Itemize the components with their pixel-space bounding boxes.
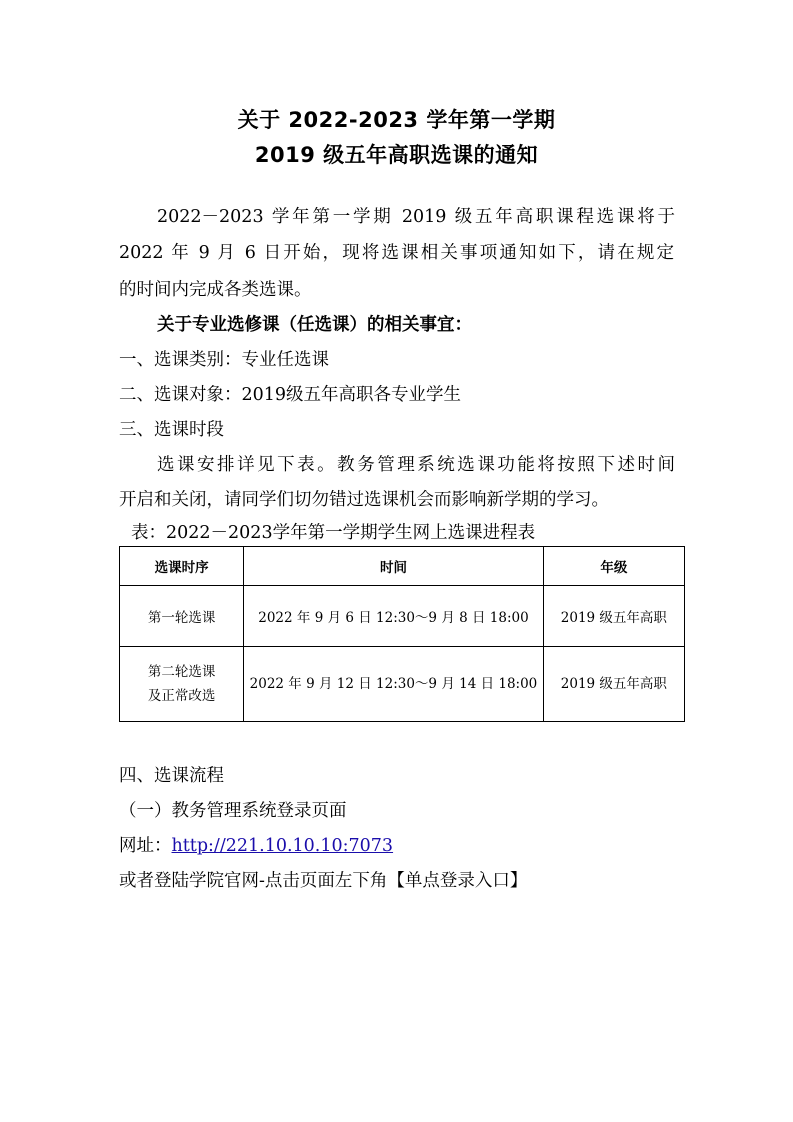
cell-round-line2: 及正常改选	[147, 688, 216, 704]
cell-round: 第一轮选课	[120, 586, 244, 647]
cell-grade: 2019 级五年高职	[543, 647, 684, 722]
period-desc-line1: 选课安排详见下表。教务管理系统选课功能将按照下述时间	[157, 455, 675, 475]
item-period: 三、选课时段	[119, 420, 224, 440]
cell-time: 2022 年 9 月 12 日 12:30～9 月 14 日 18:00	[244, 647, 544, 722]
item-target: 二、选课对象：2019级五年高职各专业学生	[119, 385, 462, 405]
header-grade: 年级	[543, 547, 684, 586]
url-label: 网址：	[119, 836, 172, 856]
table-row	[120, 647, 685, 722]
intro-line2: 2022 年 9 月 6 日开始，现将选课相关事项通知如下，请在规定	[119, 243, 674, 263]
period-desc-line2: 开启和关闭，请同学们切勿错过选课机会而影响新学期的学习。	[119, 490, 609, 510]
item-category: 一、选课类别：专业任选课	[119, 350, 329, 370]
table-header-row	[120, 547, 685, 586]
intro-line3: 的时间内完成各类选课。	[119, 280, 312, 300]
url-link[interactable]: http://221.10.10.10:7073	[171, 836, 394, 856]
process-sub1: （一）教务管理系统登录页面	[119, 801, 347, 821]
header-time: 时间	[244, 547, 544, 586]
document-title-line1: 关于 2022-2023 学年第一学期	[237, 108, 556, 132]
cell-grade: 2019 级五年高职	[543, 586, 684, 647]
alt-login-line: 或者登陆学院官网-点击页面左下角【单点登录入口】	[119, 871, 528, 891]
section-heading: 关于专业选修课（任选课）的相关事宜：	[157, 315, 472, 335]
table-caption: 表：2022－2023学年第一学期学生网上选课进程表	[131, 523, 536, 543]
process-heading: 四、选课流程	[119, 766, 224, 786]
document-title-line2: 2019 级五年高职选课的通知	[254, 143, 539, 167]
url-line	[119, 836, 393, 856]
cell-time: 2022 年 9 月 6 日 12:30～9 月 8 日 18:00	[244, 586, 544, 647]
schedule-table	[119, 546, 685, 722]
intro-line1: 2022－2023 学年第一学期 2019 级五年高职课程选课将于	[157, 207, 675, 227]
cell-round-line1: 第二轮选课	[147, 664, 216, 680]
header-round: 选课时序	[120, 547, 244, 586]
table-row	[120, 586, 685, 647]
cell-round	[120, 647, 244, 722]
